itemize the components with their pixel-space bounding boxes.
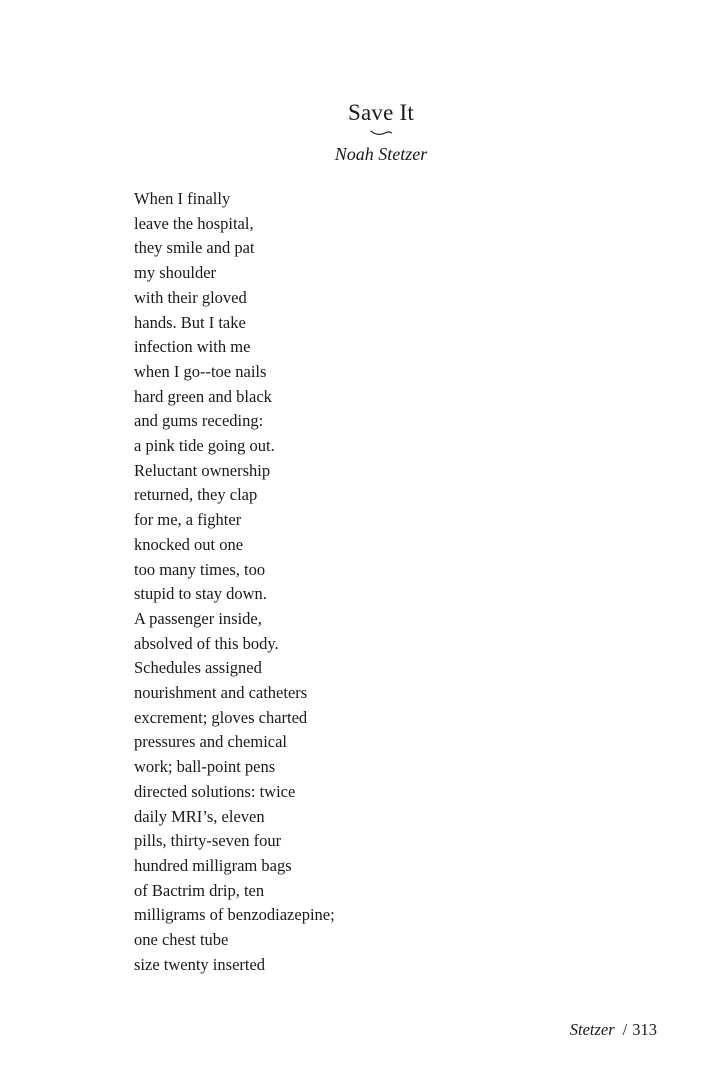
page-footer bbox=[570, 1019, 657, 1041]
poem-line: they smile and pat bbox=[134, 238, 255, 258]
poem-line: one chest tube bbox=[134, 930, 229, 950]
poem-line: pills, thirty-seven four bbox=[134, 831, 282, 851]
poem-line: a pink tide going out. bbox=[134, 436, 275, 456]
poem-line: for me, a fighter bbox=[134, 510, 242, 530]
poem-line: When I finally bbox=[134, 189, 231, 208]
poem-line: A passenger inside, bbox=[134, 608, 262, 628]
poem-line: hands. But I take bbox=[134, 312, 246, 332]
poem-line: absolved of this body. bbox=[134, 633, 279, 653]
poem-title: Save It bbox=[348, 100, 414, 125]
poem-line: size twenty inserted bbox=[134, 954, 266, 974]
poem-line: leave the hospital, bbox=[134, 213, 254, 233]
poem-line: directed solutions: twice bbox=[134, 781, 296, 801]
footer-separator: / bbox=[622, 1020, 628, 1039]
page-number: 313 bbox=[632, 1020, 657, 1039]
poem-line: stupid to stay down. bbox=[134, 584, 267, 604]
poem-line: hard green and black bbox=[134, 386, 272, 406]
poem-line: returned, they clap bbox=[134, 485, 258, 505]
running-footer-name: Stetzer bbox=[569, 1020, 615, 1039]
poem-line: too many times, too bbox=[134, 559, 266, 579]
poem-line: of Bactrim drip, ten bbox=[134, 880, 265, 900]
poem-author: Noah Stetzer bbox=[334, 144, 428, 164]
poem-line: work; ball-point pens bbox=[134, 757, 276, 777]
poem-line: nourishment and catheters bbox=[134, 683, 308, 703]
poem-line: daily MRI’s, eleven bbox=[134, 806, 265, 826]
poem-line: Reluctant ownership bbox=[134, 460, 271, 480]
poem-line: my shoulder bbox=[134, 263, 217, 283]
poem-line: excrement; gloves charted bbox=[134, 707, 308, 727]
poem-line: infection with me bbox=[134, 337, 251, 357]
poem-line: hundred milligram bags bbox=[134, 855, 292, 875]
title-ornament-icon bbox=[369, 128, 393, 138]
poem-body bbox=[134, 187, 335, 978]
poem-line: milligrams of benzodiazepine; bbox=[134, 905, 335, 925]
poem-line: and gums receding: bbox=[134, 411, 264, 431]
poem-line: when I go--toe nails bbox=[134, 361, 267, 381]
poem-line: pressures and chemical bbox=[134, 732, 288, 752]
poem-line: knocked out one bbox=[134, 534, 244, 554]
poem-line: with their gloved bbox=[134, 287, 247, 307]
poem-line: Schedules assigned bbox=[134, 658, 262, 678]
